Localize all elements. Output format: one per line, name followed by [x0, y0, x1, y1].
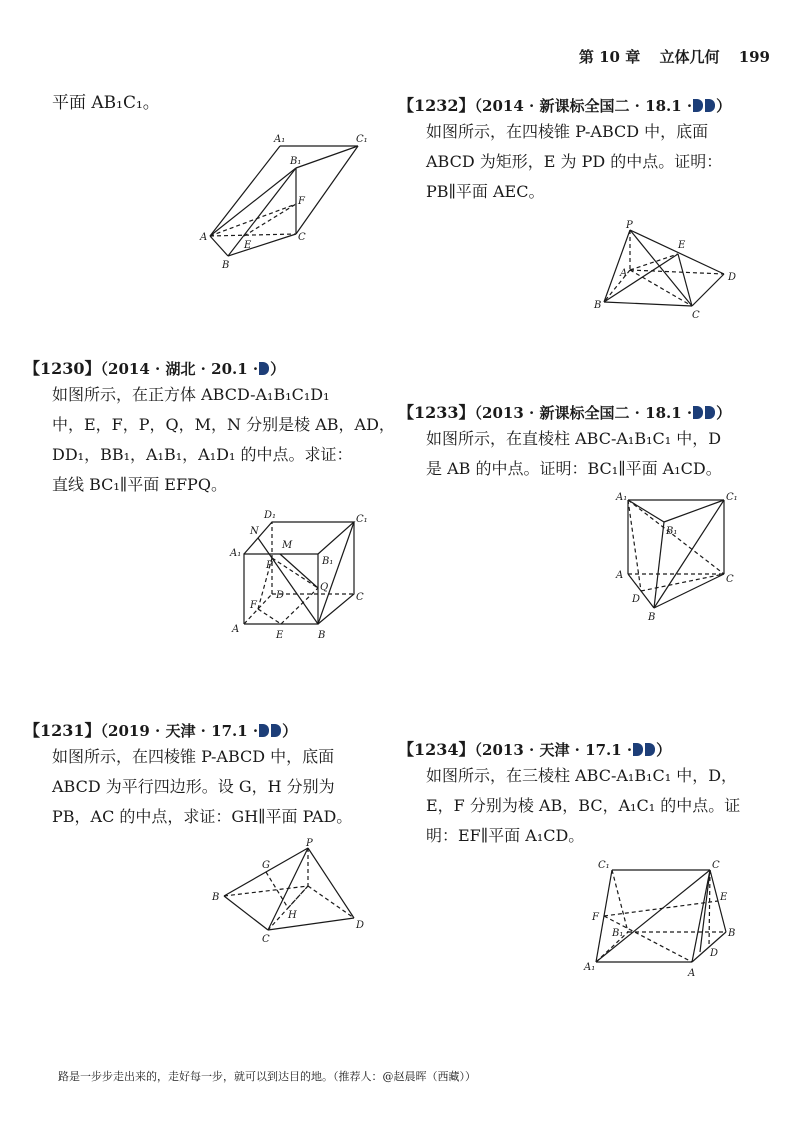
- fig1234-label: C: [712, 860, 720, 871]
- problem-1234-title: 【1234】（2013 · 天津 · 17.1 · ）: [398, 740, 672, 759]
- fig1234-label: D: [710, 948, 719, 959]
- fig1231-label: G: [262, 860, 270, 871]
- fig1230-label: P: [266, 560, 273, 571]
- fig1232-label: C: [692, 310, 700, 321]
- fig1234-label: F: [592, 912, 599, 923]
- fig1230-label: A₁: [230, 548, 242, 559]
- figure-1229: [200, 130, 380, 270]
- fig1230-label: Q: [320, 582, 329, 593]
- fig1229-label: C: [298, 232, 306, 243]
- fig1232-label: A: [620, 268, 628, 279]
- problem-number: 【1233】: [398, 403, 475, 422]
- problem-line: ABCD 为平行四边形。设 G，H 分别为: [52, 777, 335, 796]
- difficulty-icon: [271, 724, 281, 737]
- problem-line: 如图所示，在三棱柱 ABC-A₁B₁C₁ 中，D，: [426, 766, 738, 785]
- problem-1231-title: 【1231】（2019 · 天津 · 17.1 · ）: [24, 721, 298, 740]
- fig1232-label: E: [678, 240, 686, 251]
- difficulty-icon: [705, 99, 715, 112]
- fig1232-label: P: [626, 220, 633, 231]
- fig1229-label: E: [244, 240, 252, 251]
- fig1234-label: E: [720, 892, 728, 903]
- problem-1231-body: [52, 742, 352, 832]
- problem-1230-title: 【1230】（2014 · 湖北 · 20.1 · ）: [24, 359, 286, 378]
- problem-1230-body: [52, 380, 395, 500]
- problem-number: 【1234】: [398, 740, 475, 759]
- figure-1234-edges: [596, 870, 726, 962]
- figure-1232: [592, 222, 752, 322]
- chapter-number: 第 10 章: [578, 48, 641, 66]
- problem-line: 是 AB 的中点。证明：BC₁∥平面 A₁CD。: [426, 459, 722, 478]
- fig1230-label: E: [276, 630, 284, 641]
- fig1233-label: B₁: [666, 526, 678, 537]
- problem-number: 【1232】: [398, 96, 475, 115]
- difficulty-icon: [259, 362, 269, 375]
- problem-1232-title: 【1232】（2014 · 新课标全国二 · 18.1 · ）: [398, 96, 732, 115]
- fig1234-label: C₁: [598, 860, 610, 871]
- problem-line: 如图所示，在直棱柱 ABC-A₁B₁C₁ 中，D: [426, 429, 722, 448]
- problem-1232-body: [426, 117, 722, 207]
- fig1230-label: B₁: [322, 556, 334, 567]
- fig1229-label: A: [200, 232, 208, 243]
- fig1229-label: A₁: [274, 134, 286, 145]
- fig1230-label: D₁: [264, 510, 277, 521]
- difficulty-icon: [645, 743, 655, 756]
- problem-line: 如图所示，在四棱锥 P-ABCD 中，底面: [426, 122, 709, 141]
- problem-number: 【1230】: [24, 359, 101, 378]
- figure-1234: [582, 858, 752, 983]
- fig1230-label: N: [250, 526, 259, 537]
- difficulty-icon: [705, 406, 715, 419]
- problem-1233-title: 【1233】（2013 · 新课标全国二 · 18.1 · ）: [398, 403, 732, 422]
- problem-line: 明：EF∥平面 A₁CD。: [426, 826, 585, 845]
- difficulty-icon: [693, 99, 703, 112]
- problem-number: 【1231】: [24, 721, 101, 740]
- fig1231-label: H: [288, 910, 297, 921]
- problem-source: （2014 · 湖北 · 20.1 ·: [100, 360, 259, 378]
- problem-1229-tail: 平面 AB₁C₁。: [52, 93, 160, 113]
- fig1234-label: B: [728, 928, 736, 939]
- figure-1229-edges: [210, 146, 358, 256]
- problem-source: （2014 · 新课标全国二 · 18.1 ·: [474, 97, 693, 115]
- fig1233-label: A: [616, 570, 624, 581]
- fig1230-label: M: [282, 540, 293, 551]
- figure-1231: [210, 838, 370, 948]
- fig1233-label: C₁: [726, 492, 738, 503]
- problem-source: （2013 · 天津 · 17.1 ·: [474, 741, 633, 759]
- problem-line: ABCD 为矩形，E 为 PD 的中点。证明：: [426, 152, 723, 171]
- fig1231-label: B: [212, 892, 220, 903]
- problem-line: 中，E，F，P，Q，M，N 分别是棱 AB，AD，: [52, 415, 395, 434]
- fig1229-label: B₁: [290, 156, 302, 167]
- fig1233-label: A₁: [616, 492, 628, 503]
- problem-line: E，F 分别为棱 AB，BC，A₁C₁ 的中点。证: [426, 796, 741, 815]
- fig1229-label: F: [298, 196, 305, 207]
- fig1230-label: F: [250, 600, 257, 611]
- fig1231-label: P: [306, 838, 313, 849]
- fig1232-label: D: [728, 272, 737, 283]
- chapter-title: 立体几何: [659, 48, 720, 66]
- fig1230-label: C₁: [356, 514, 368, 525]
- problem-1234-body: [426, 761, 740, 851]
- difficulty-icon: [633, 743, 643, 756]
- figure-1233: [612, 490, 742, 625]
- fig1234-label: A: [688, 968, 696, 979]
- problem-source: （2019 · 天津 · 17.1 ·: [100, 722, 259, 740]
- page-number: 199: [738, 48, 770, 66]
- problem-line: 如图所示，在正方体 ABCD-A₁B₁C₁D₁: [52, 385, 330, 404]
- fig1232-label: B: [594, 300, 602, 311]
- fig1230-label: D: [276, 590, 285, 601]
- fig1231-label: C: [262, 934, 270, 945]
- fig1230-label: B: [318, 630, 326, 641]
- fig1229-label: B: [222, 260, 230, 271]
- problem-line: PB∥平面 AEC。: [426, 182, 545, 201]
- problem-line: PB，AC 的中点，求证：GH∥平面 PAD。: [52, 807, 353, 826]
- problem-line: 直线 BC₁∥平面 EFPQ。: [52, 475, 227, 494]
- fig1233-label: D: [632, 594, 641, 605]
- fig1231-label: D: [356, 920, 365, 931]
- problem-1233-body: [426, 424, 722, 484]
- problem-source: （2013 · 新课标全国二 · 18.1 ·: [474, 404, 693, 422]
- footer-quote: 路是一步步走出来的，走好每一步，就可以到达目的地。（推荐人：@赵晨晖（西藏））: [58, 1070, 476, 1083]
- fig1234-label: A₁: [584, 962, 596, 973]
- fig1230-label: A: [232, 624, 240, 635]
- fig1234-label: B₁: [612, 928, 624, 939]
- figure-1230-edges: [244, 522, 354, 624]
- difficulty-icon: [693, 406, 703, 419]
- problem-line: DD₁，BB₁，A₁B₁，A₁D₁ 的中点。求证：: [52, 445, 353, 464]
- fig1233-label: B: [648, 612, 656, 623]
- figure-1233-edges: [628, 500, 724, 608]
- difficulty-icon: [259, 724, 269, 737]
- fig1230-label: C: [356, 592, 364, 603]
- fig1229-label: C₁: [356, 134, 368, 145]
- figure-1230: [230, 508, 380, 643]
- running-header: [565, 46, 770, 67]
- problem-line: 如图所示，在四棱锥 P-ABCD 中，底面: [52, 747, 335, 766]
- fig1233-label: C: [726, 574, 734, 585]
